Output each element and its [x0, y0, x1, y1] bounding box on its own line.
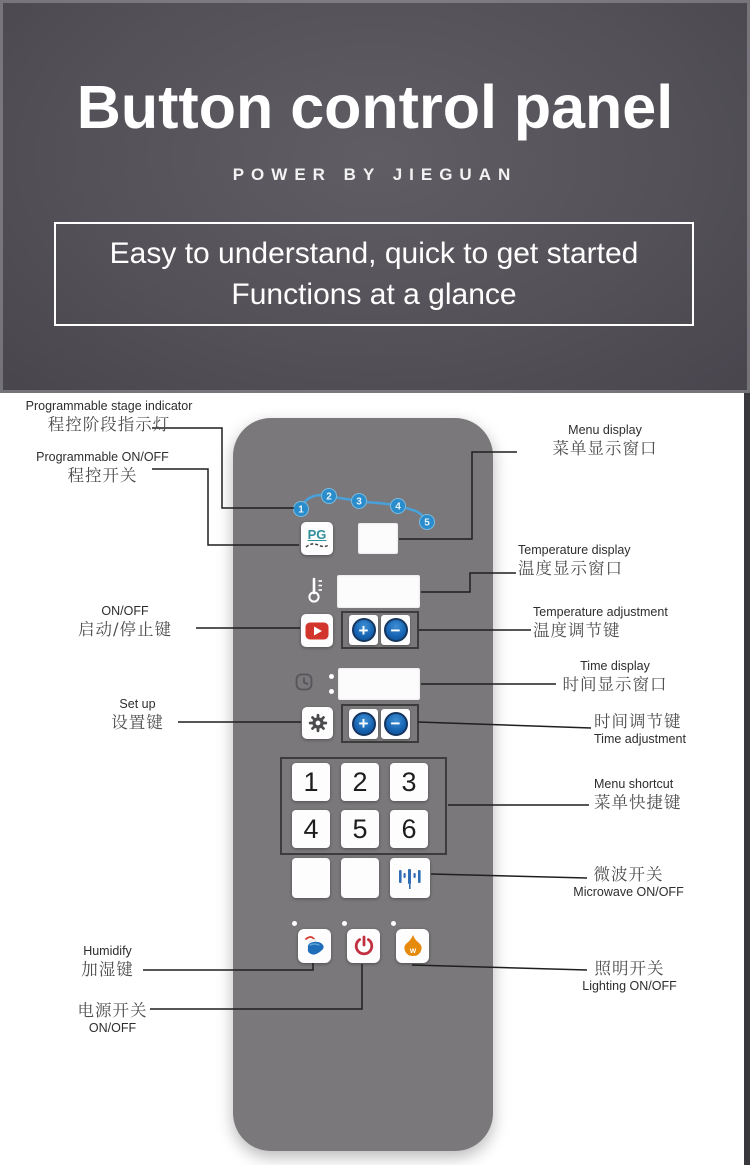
annotation-programmable-onoff: [20, 450, 185, 486]
annotation-text-zh: 电源开关: [77, 1001, 148, 1020]
time-adjust-group: [341, 704, 419, 743]
plus-icon: +: [352, 618, 376, 642]
annotation-text-en: Menu shortcut: [594, 777, 674, 791]
flame-light-icon: [400, 933, 426, 959]
key-label: 4: [303, 813, 319, 844]
thermometer-icon: [307, 576, 325, 604]
svg-text:3: 3: [356, 496, 362, 508]
temperature-display: [337, 575, 420, 608]
annotation-text-zh: 照明开关: [594, 959, 665, 978]
power-icon: [352, 934, 376, 958]
power-button[interactable]: [347, 929, 380, 963]
light-letter: w: [409, 946, 416, 955]
stage-dot-3: [352, 494, 367, 509]
tagline-line-1: Easy to understand, quick to get started: [109, 237, 639, 270]
keypad-key-3[interactable]: [390, 763, 428, 801]
plus-icon: +: [352, 712, 376, 736]
start-stop-button[interactable]: [301, 614, 333, 647]
stage-dot-2: [322, 489, 337, 504]
time-plus-button[interactable]: [349, 709, 378, 739]
time-display: [338, 668, 420, 700]
annotation-text-zh: 时间调节键: [594, 712, 682, 731]
annotation-time-adjustment: [594, 711, 704, 747]
annotation-text-en: Time adjustment: [594, 732, 686, 746]
microwave-key[interactable]: [390, 858, 430, 898]
light-led: [391, 921, 396, 926]
key-label: 5: [352, 813, 368, 844]
annotation-text-en: Set up: [119, 697, 156, 711]
annotation-lighting: [572, 958, 687, 994]
play-icon: [305, 622, 329, 640]
annotation-text-en: Temperature adjustment: [533, 605, 668, 619]
clock-icon: [295, 673, 313, 691]
time-colon-dot-top: [329, 674, 334, 679]
annotation-time-display: [556, 659, 674, 695]
tagline-box: [54, 222, 694, 326]
annotation-text-zh: 程控开关: [67, 466, 138, 485]
annotation-text-zh: 程控阶段指示灯: [47, 415, 171, 434]
steam-drop-icon: [302, 933, 328, 959]
temperature-plus-button[interactable]: [349, 615, 378, 645]
stage-indicator-strip: [253, 468, 453, 540]
annotation-text-en: Humidify: [83, 944, 132, 958]
page-title: Button control panel: [76, 73, 674, 141]
annotation-text-zh: 设置键: [111, 713, 164, 732]
annotation-text-en: ON/OFF: [88, 1021, 137, 1035]
annotation-text-zh: 启动/停止键: [77, 620, 173, 639]
annotation-text-zh: 菜单显示窗口: [552, 439, 658, 458]
annotation-text-zh: 温度显示窗口: [518, 559, 623, 578]
annotation-text-en: Time display: [580, 659, 650, 673]
annotation-text-en: ON/OFF: [101, 604, 149, 618]
blank-key-2[interactable]: [341, 858, 379, 898]
humidify-led: [292, 921, 297, 926]
key-label: 6: [401, 813, 417, 844]
keypad-key-6[interactable]: [390, 810, 428, 848]
annotation-text-zh: 温度调节键: [533, 621, 621, 640]
keypad-key-4[interactable]: [292, 810, 330, 848]
annotation-humidify: [50, 944, 165, 980]
humidify-button[interactable]: [298, 929, 331, 963]
menu-display: [358, 523, 398, 554]
time-colon-dot-bottom: [329, 689, 334, 694]
temperature-adjust-group: [341, 611, 419, 649]
key-label: 2: [352, 766, 368, 797]
blank-key-1[interactable]: [292, 858, 330, 898]
temperature-minus-button[interactable]: [381, 615, 410, 645]
lighting-button[interactable]: [396, 929, 429, 963]
annotation-text-zh: 微波开关: [593, 865, 664, 884]
microwave-signal-icon: [397, 865, 423, 891]
annotation-text-en: Temperature display: [518, 543, 631, 557]
stage-dot-5: [420, 515, 435, 530]
annotation-temperature-adjustment: [533, 605, 693, 641]
annotation-setup: [80, 697, 195, 733]
key-label: 3: [401, 766, 417, 797]
annotation-temperature-display: [518, 543, 673, 579]
right-edge-bar: [744, 393, 750, 1165]
minus-icon: −: [384, 618, 408, 642]
svg-text:1: 1: [298, 504, 304, 516]
annotation-microwave: [566, 864, 691, 900]
stage-dot-4: [391, 499, 406, 514]
annotation-text-zh: 加湿键: [81, 960, 134, 979]
annotation-text-zh: 菜单快捷键: [594, 793, 682, 812]
annotation-menu-shortcut: [594, 777, 694, 813]
annotation-text-en: Programmable ON/OFF: [36, 450, 169, 464]
svg-text:5: 5: [424, 517, 430, 529]
program-pg-button[interactable]: [301, 522, 333, 555]
annotation-text-zh: 时间显示窗口: [562, 675, 668, 694]
annotation-power-switch: [50, 1000, 175, 1036]
svg-text:2: 2: [326, 491, 332, 503]
key-label: 1: [303, 766, 319, 797]
gear-icon: [307, 712, 329, 734]
minus-icon: −: [384, 712, 408, 736]
annotation-text-en: Microwave ON/OFF: [573, 885, 684, 899]
keypad-key-1[interactable]: [292, 763, 330, 801]
annotation-text-en: Lighting ON/OFF: [582, 979, 677, 993]
program-curve-icon: [304, 541, 330, 550]
header-banner: [0, 0, 750, 393]
control-panel: [233, 418, 493, 1151]
annotation-onoff: [55, 604, 195, 640]
keypad-key-5[interactable]: [341, 810, 379, 848]
power-led: [342, 921, 347, 926]
pg-button-label: PG: [307, 526, 327, 542]
tagline-line-2: Functions at a glance: [231, 278, 517, 311]
svg-text:4: 4: [395, 501, 401, 513]
brand-subtitle: POWER BY JIEGUAN: [232, 165, 518, 184]
annotation-text-en: Menu display: [568, 423, 642, 437]
annotation-menu-display: [540, 423, 670, 459]
setup-button[interactable]: [302, 707, 333, 739]
annotation-stage-indicator: [14, 399, 204, 435]
time-minus-button[interactable]: [381, 709, 410, 739]
annotation-text-en: Programmable stage indicator: [25, 399, 193, 413]
keypad-key-2[interactable]: [341, 763, 379, 801]
stage-dot-1: [294, 502, 309, 517]
